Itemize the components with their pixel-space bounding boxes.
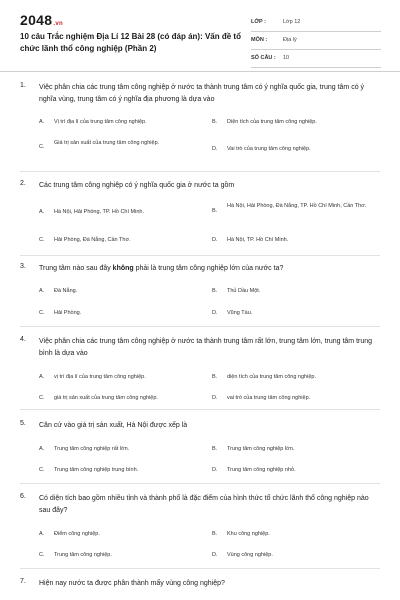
option-text: vị trí địa lí của trung tâm công nghiệp. [54,374,146,380]
question-text: Việc phân chia các trung tâm công nghiệp ở nước ta thành trung tâm có ý nghĩa quốc gia, trung tâm có ý nghĩa vùng, trung tâm có ý nghĩa địa phương là dựa vào [39,84,365,103]
meta-key: MÔN : [251,37,268,43]
question-divider [20,483,380,484]
site-logo[interactable] [20,12,63,28]
question-text: Có diện tích bao gồm nhiều tỉnh và thành phố là đặc điểm của hình thức tổ chức lãnh thổ công nghiệp nào sau đây? [39,495,369,514]
document-header [0,0,400,64]
meta-key: SỐ CÂU : [251,55,276,61]
option-letter: A. [39,119,45,125]
logo-main: 2048 [20,12,53,28]
question-number: 1. [20,82,26,89]
option-letter: A. [39,531,45,537]
option-text: Hải Phòng, Đà Nẵng, Cần Thơ. [54,237,131,243]
option-letter: A. [39,288,45,294]
question-text: Việc phân chia các trung tâm công nghiệp ở nước ta thành trung tâm rất lớn, trung tâm lớn, trung tâm trung bình là dựa vào [39,338,373,357]
option-text: Hà Nội, Hải Phòng, Đà Nẵng, TP. Hồ Chí Minh, Cần Thơ. [227,203,367,209]
question-number: 5. [20,420,26,427]
option-text: Trung tâm công nghiệp nhỏ. [227,467,296,473]
option-text: Giá trị sản xuất của trung tâm công nghiệp. [54,140,160,146]
question-number: 4. [20,336,26,343]
question-number: 3. [20,263,26,270]
option-letter: D. [212,237,218,243]
option-letter: D. [212,552,218,558]
option-text: Vai trò của trung tâm công nghiệp. [227,146,311,152]
option-letter: A. [39,209,45,215]
option-text: giá trị sản xuất của trung tâm công nghiệp. [54,395,158,401]
question-divider [20,171,380,172]
question-divider [20,409,380,410]
option-text: Vùng công nghiệp. [227,552,273,558]
question-number: 6. [20,493,26,500]
option-letter: B. [212,288,218,294]
option-text: Đà Nẵng. [54,288,78,294]
option-letter: C. [39,310,45,316]
question-text-emphasis: không [112,265,134,272]
question-number: 2. [20,180,26,187]
question-text: Các trung tâm công nghiệp có ý nghĩa quốc gia ở nước ta gồm [39,182,235,189]
option-text: Vị trí địa lí của trung tâm công nghiệp. [54,119,147,125]
option-text: Điểm công nghiệp. [54,531,100,537]
meta-value: 10 [283,55,290,61]
option-text: Thủ Dầu Một. [227,288,261,294]
option-letter: B. [212,531,218,537]
question-divider [20,326,380,327]
question-divider [20,255,380,256]
meta-value: Địa lý [283,37,297,43]
option-letter: B. [212,446,218,452]
option-text: Hà Nội, Hải Phòng, TP. Hồ Chí Minh. [54,209,144,215]
option-text: diện tích của trung tâm công nghiệp. [227,374,316,380]
option-letter: D. [212,310,218,316]
question-text-pre: Trung tâm nào sau đây [39,265,113,272]
question-text-post: phải là trung tâm công nghiệp lớn của nước ta? [133,265,284,272]
logo-suffix: .vn [53,21,63,27]
question-number: 7. [20,578,26,585]
option-text: vai trò của trung tâm công nghiệp. [227,395,311,401]
option-letter: D. [212,467,218,473]
option-text: Khu công nghiệp. [227,531,270,537]
document-meta [251,14,381,68]
header-divider [0,71,400,72]
option-letter: C. [39,144,45,150]
option-text: Hà Nội, TP. Hồ Chí Minh. [227,237,289,243]
option-letter: C. [39,237,45,243]
option-letter: D. [212,395,218,401]
question-text: Hiện nay nước ta được phân thành mấy vùng công nghiệp? [39,580,225,587]
meta-row-class [251,14,381,32]
option-letter: D. [212,146,218,152]
option-letter: C. [39,552,45,558]
meta-row-count [251,50,381,68]
option-text: Trung tâm công nghiệp. [54,552,112,558]
option-letter: C. [39,395,45,401]
document-title: 10 câu Trắc nghiệm Địa Lí 12 Bài 28 (có đáp án): Vấn đề tổ chức lãnh thổ công nghiệp (Phần 2) [20,32,241,53]
question-divider [20,568,380,569]
question-text [39,263,381,275]
meta-key: LỚP : [251,19,266,25]
option-letter: B. [212,208,218,214]
meta-value: Lớp 12 [283,19,301,25]
option-text: Trung tâm công nghiệp rất lớn. [54,446,130,452]
option-letter: B. [212,119,218,125]
option-text: Diện tích của trung tâm công nghiệp. [227,119,317,125]
option-letter: A. [39,374,45,380]
meta-row-subject [251,32,381,50]
option-text: Trung tâm công nghiệp lớn. [227,446,295,452]
option-letter: B. [212,374,218,380]
option-text: Hải Phòng. [54,310,82,316]
option-text: Trung tâm công nghiệp trung bình. [54,467,139,473]
question-text: Căn cứ vào giá trị sản xuất, Hà Nội được xếp là [39,422,188,429]
option-text: Vũng Tàu. [227,310,253,316]
option-letter: A. [39,446,45,452]
option-letter: C. [39,467,45,473]
